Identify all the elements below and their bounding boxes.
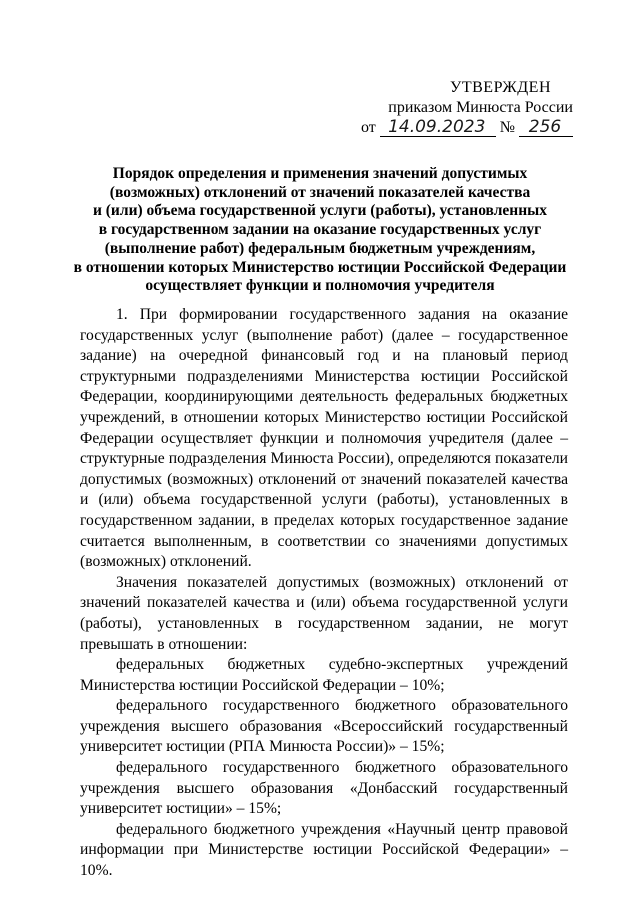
paragraph-2: Значения показателей допустимых (возможных) отклонений от значений показателей качества и (или) объема государственной услуги (работы), установленных в государственном задании, не могут превышать в отношении: <box>80 573 568 653</box>
paragraph-donbass: федерального государственного бюджетного образовательного учреждения высшего образования «Донбасский государственный университет юстиции» – 15%; <box>80 759 568 818</box>
paragraph-legal-info-center: федерального бюджетного учреждения «Научный центр правовой информации при Министерстве юстиции Российской Федерации» – 10%. <box>80 820 568 880</box>
paragraph-forensic: федеральных бюджетных судебно-экспертных учреждений Министерства юстиции Российской Федерации – 10%; <box>80 656 568 694</box>
heading-line: (выполнение работ) федеральным бюджетным учреждениям, <box>104 239 536 257</box>
heading-line: и (или) объема государственной услуги (работы), установленных <box>92 202 548 220</box>
heading-line: в государственном задании на оказание государственных услуг <box>98 221 542 239</box>
document-heading <box>70 165 570 296</box>
document-body <box>80 305 568 882</box>
approval-stamp <box>361 78 573 138</box>
heading-line: в отношении которых Министерство юстиции Российской Федерации <box>73 258 567 276</box>
approval-date-line <box>361 118 573 138</box>
paragraph-1: 1. При формировании государственного задания на оказание государственных услуг (выполнение работ) (далее – государственное задание) на очередной финансовый год и на плановый период структурными подразделениями Министерства юстиции Российской Федерации, координирующими деятельность федеральных бюджетных учреждений, в отношении которых Министерство юстиции Российской Федерации осуществляет функции и полномочия учредителя (далее – структурные подразделения Минюста России), определяются показатели допустимых (возможных) отклонений от значений показателей качества и (или) объема государственной услуги (работы), установленных в государственном задании, в пределах которых государственное задание считается выполненным, в соответствии со значениями допустимых (возможных) отклонений. <box>80 306 568 571</box>
handwritten-date: 14.09.2023 <box>380 119 496 137</box>
handwritten-number: 256 <box>519 119 573 137</box>
number-prefix: № <box>499 119 515 136</box>
approval-order: приказом Минюста России <box>388 99 573 116</box>
heading-line: осуществляет функции и полномочия учредителя <box>145 277 495 295</box>
heading-line: (возможных) отклонений от значений показателей качества <box>109 183 531 201</box>
date-prefix: от <box>360 119 376 136</box>
paragraph-rpa: федерального государственного бюджетного образовательного учреждения высшего образования «Всероссийский государственный университет юстиции (РПА Минюста России)» – 15%; <box>80 697 568 756</box>
approval-title: УТВЕРЖДЕН <box>450 79 551 96</box>
heading-line: Порядок определения и применения значений допустимых <box>112 165 528 182</box>
